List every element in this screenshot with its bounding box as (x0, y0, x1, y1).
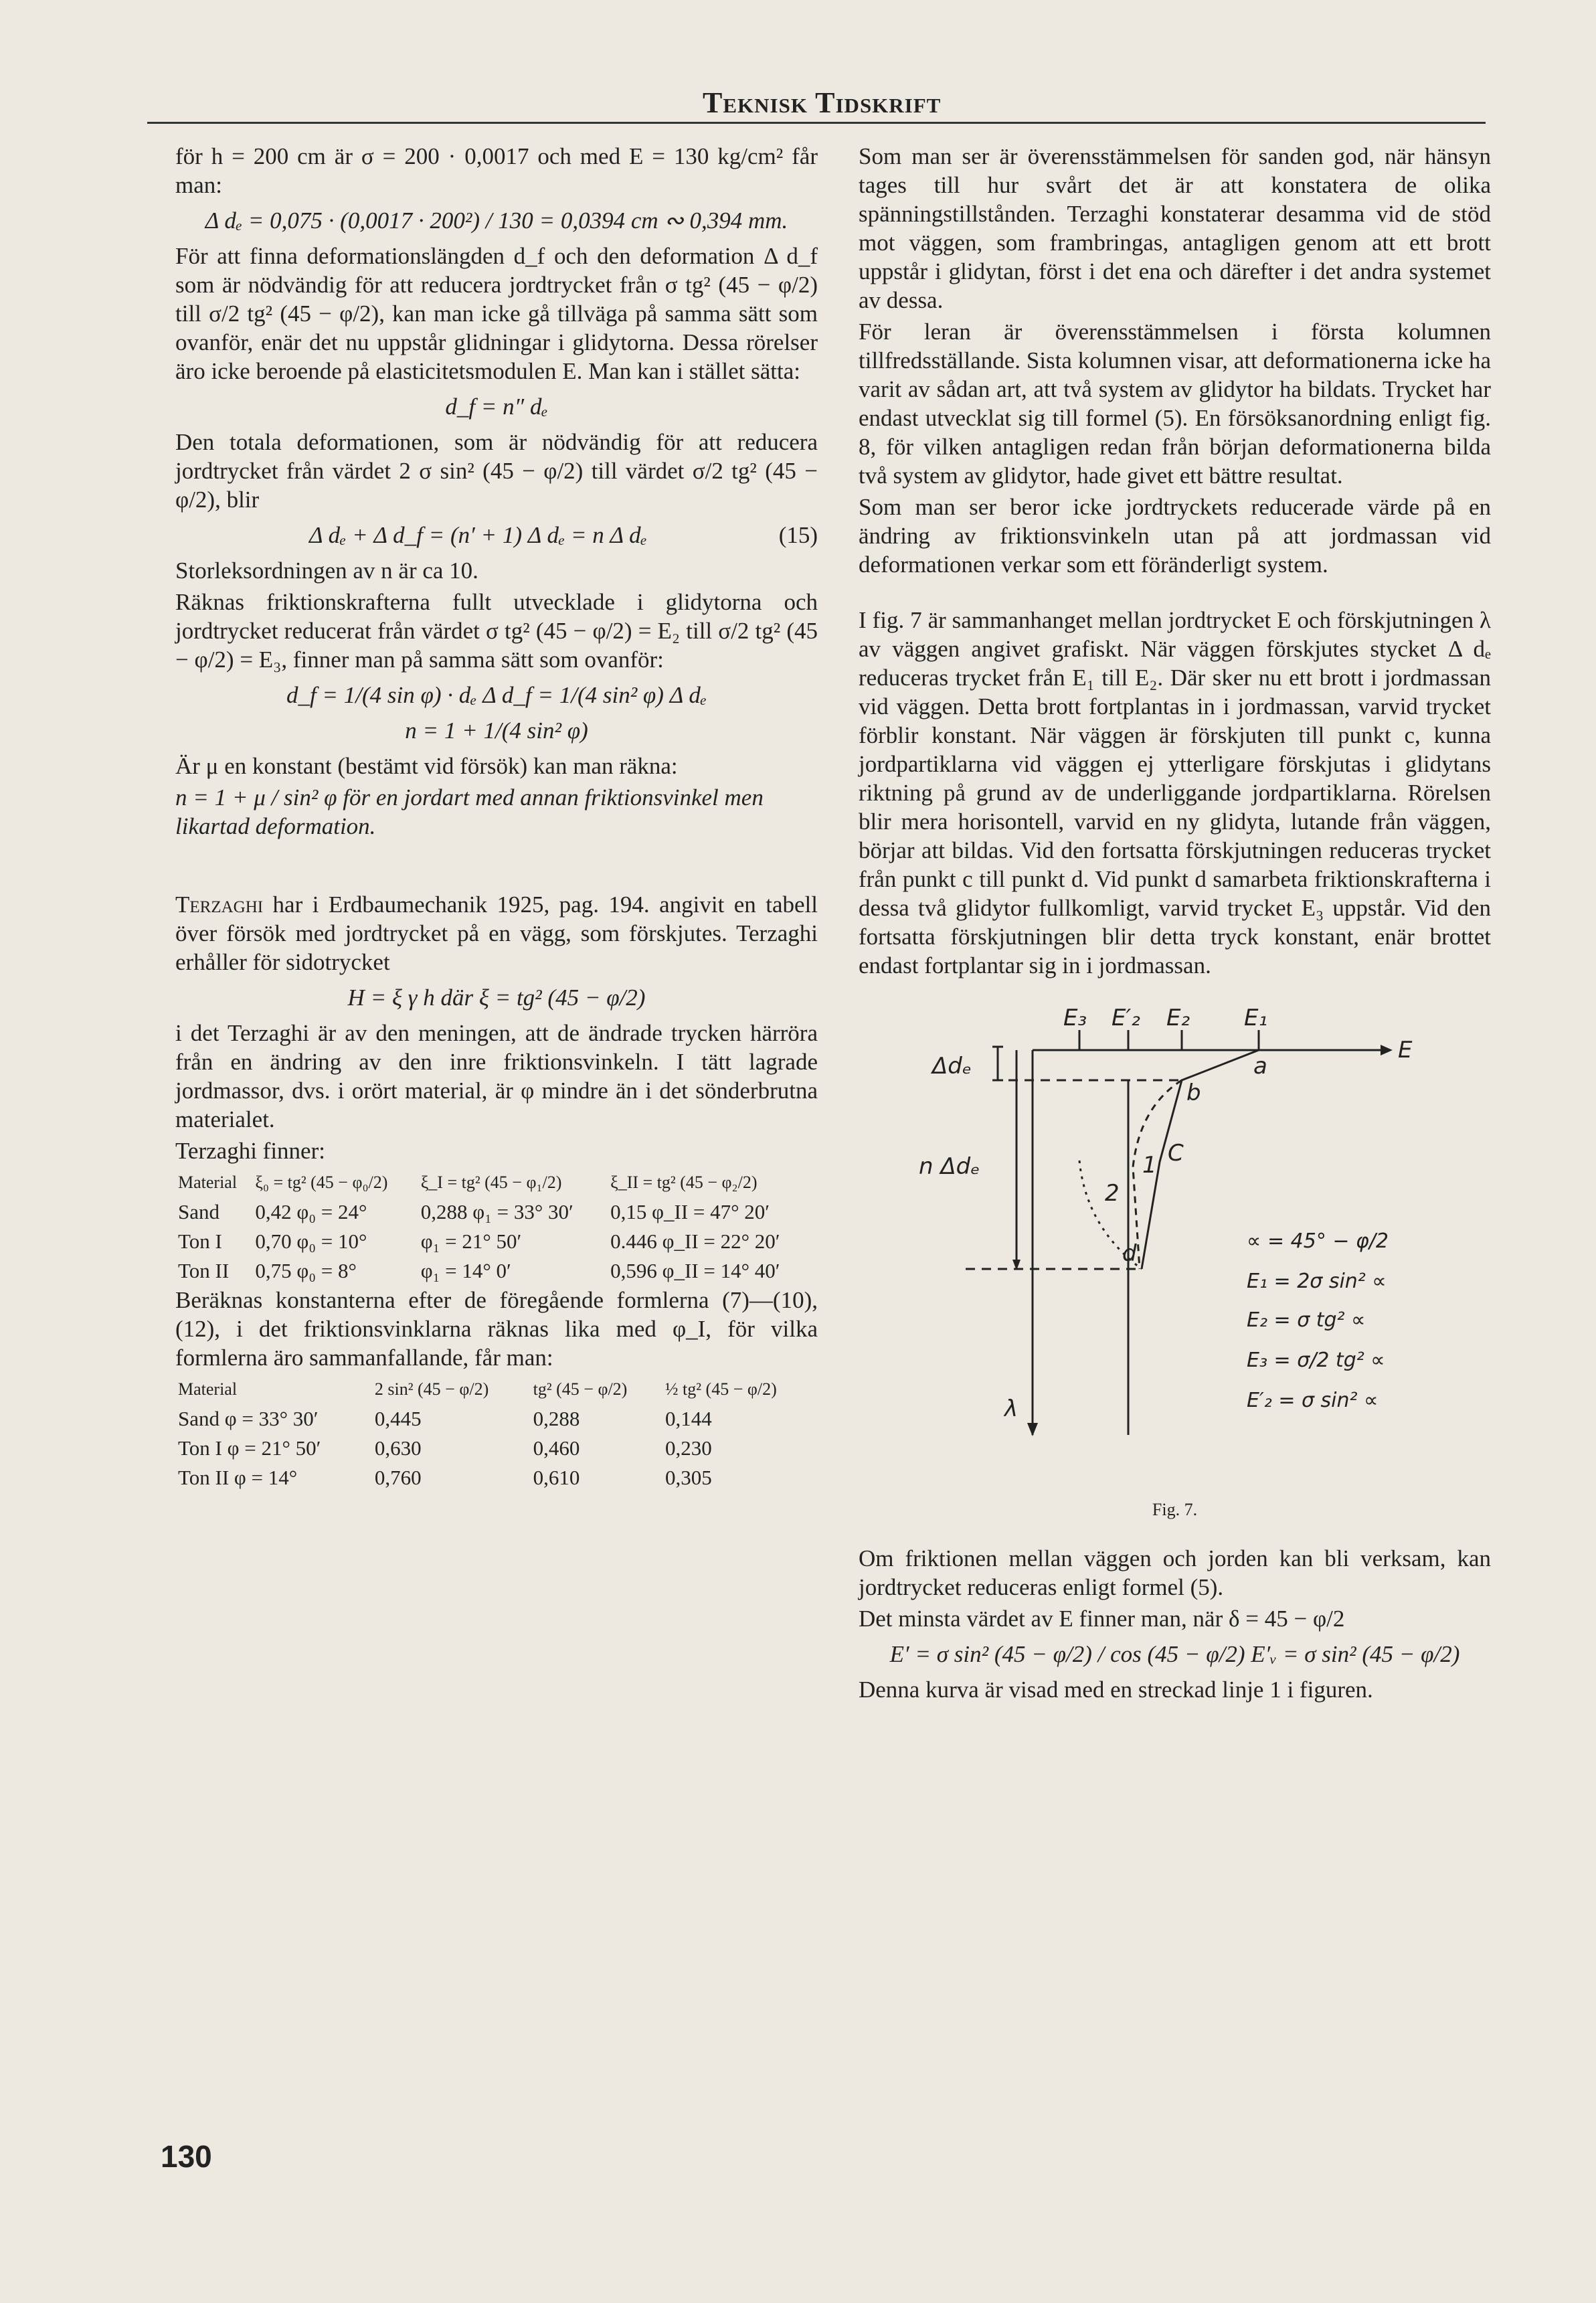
author-name: Terzaghi (175, 891, 264, 918)
table-row (175, 1227, 818, 1256)
paragraph: I fig. 7 är sammanhanget mellan jordtrycket E och förskjutningen λ av väggen angivet grafiskt. När väggen förskjutes stycket Δ dₑ reduceras trycket från E₁ till E₂. Där sker nu ett brott i jordmassan vid väggen. Detta brott fortplantas in i jordmassan, varvid trycket förblir konstant. När väggen är förskjuten till punkt c, kunna jordpartiklarna vid väggen ej ytterligare förskjutas i glidytans riktning på grund av de underliggande jordpartiklarna. Rörelsen blir mera horisontell, varvid en ny glidyta, lutande från väggen, börjar att bildas. Vid den fortsatta förskjutningen reduceras trycket från punkt c till punkt d. Vid punkt d samarbeta friktionskrafterna i dessa två glidytor fullkomligt, varvid trycket E₃ uppstår. Vid den fortsatta förskjutningen blir detta tryck konstant, enär brottet endast fortplantar sig in i jordmassan. (859, 607, 1491, 978)
formula-alpha: ∝ = 45° − φ/2 (1247, 1229, 1389, 1253)
paragraph-text: har i Erdbaumechanik 1925, pag. 194. angivit en tabell över försök med jordtrycket på en vägg, som förskjutes. Terzaghi erhåller för sidotrycket (175, 891, 818, 975)
table-header: tg² (45 − φ/2) (533, 1379, 628, 1399)
paragraph: Är μ en konstant (bestämt vid försök) kan man räkna: (175, 753, 678, 779)
section-gap (859, 582, 1491, 606)
paragraph: Som man ser beror icke jordtryckets reducerade värde på en ändring av friktionsvinkeln utan på att jordmassan vid deformationen verkar som ett föränderligt system. (859, 494, 1491, 578)
paragraph: Terzaghi finner: (175, 1138, 325, 1164)
table-header-row (175, 1375, 818, 1404)
table-cell: Sand φ = 33° 30′ (178, 1407, 319, 1430)
paragraph: Om friktionen mellan väggen och jorden kan bli verksam, kan jordtrycket reduceras enligt formel (5). (859, 1545, 1491, 1600)
table-cell: Ton II (178, 1259, 230, 1282)
table-header: ξ_II = tg² (45 − φ₂/2) (610, 1173, 758, 1192)
label-d: d (1122, 1240, 1137, 1267)
page-number: 130 (161, 2139, 212, 2174)
paragraph: Beräknas konstanterna efter de föregående formlerna (7)—(10), (12), i det friktionsvinklarna räknas lika med φ_I, för vilka formlerna äro sammanfallande, får man: (175, 1287, 818, 1371)
paragraph: Det minsta värdet av E finner man, när δ = 45 − φ/2 (859, 1606, 1345, 1632)
paragraph: i det Terzaghi är av den meningen, att de ändrade trycken härröra från en ändring av den inre friktionsvinkeln. I tätt lagrade jordmassor, dvs. i orört material, är φ mindre än i det sönderbrutna materialet. (175, 1020, 818, 1132)
table-cell: Ton I φ = 21° 50′ (178, 1436, 321, 1460)
equation: d_f = n″ dₑ (445, 394, 548, 420)
table-cell: 0,760 (374, 1466, 422, 1489)
table-cell: 0,144 (665, 1407, 712, 1430)
table-cell: φ₁ = 21° 50′ (420, 1229, 522, 1253)
table-cell: 0,445 (374, 1407, 422, 1430)
label-e1: E₁ (1244, 1007, 1268, 1031)
equation: n = 1 + μ / sin² φ för en jordart med annan friktionsvinkel men likartad deformation. (175, 784, 764, 839)
table-row (175, 1434, 818, 1463)
table-cell: 0,70 φ₀ = 10° (255, 1229, 367, 1253)
label-c: C (1168, 1140, 1184, 1167)
e-axis-arrowhead (1381, 1045, 1393, 1055)
table-cell: Ton I (178, 1229, 222, 1253)
label-ndde: n Δdₑ (919, 1153, 980, 1180)
numbered-equation (175, 521, 818, 549)
table-cell: φ₁ = 14° 0′ (420, 1259, 511, 1282)
table-cell: Ton II φ = 14° (178, 1466, 298, 1489)
table-header: ½ tg² (45 − φ/2) (665, 1379, 777, 1399)
label-lambda: λ (1004, 1395, 1018, 1422)
table-cell: 0,610 (533, 1466, 580, 1489)
equation: E′ = σ sin² (45 − φ/2) / cos (45 − φ/2) E′ᵥ = σ sin² (45 − φ/2) (889, 1641, 1460, 1667)
terzaghi-table (175, 1168, 818, 1286)
formula-e2p: E′₂ = σ sin² ∝ (1247, 1389, 1379, 1412)
paragraph: Som man ser är överensstämmelsen för sanden god, när hänsyn tages till hur svårt det är att konstatera de olika spänningstillstånden. Terzaghi konstaterar desamma vid de stöd mot väggen, som frambringas, antagligen genom att ett brott uppstår i glidytan, först i det ena och därefter i det andra systemet av dessa. (859, 143, 1491, 313)
section-gap (175, 843, 818, 890)
journal-header: Teknisk Tidskrift (703, 86, 942, 119)
label-e2p: E′₂ (1112, 1007, 1140, 1031)
table-cell: 0,630 (374, 1436, 422, 1460)
table-cell: 0,42 φ₀ = 24° (255, 1200, 367, 1223)
table-header: Material (178, 1173, 238, 1192)
equation-number: (15) (778, 522, 818, 548)
table-row (175, 1256, 818, 1286)
table-cell: 0,596 φ_II = 14° 40′ (610, 1259, 780, 1282)
label-a: a (1253, 1053, 1267, 1080)
table-cell: 0,288 φ₁ = 33° 30′ (420, 1200, 573, 1223)
table-header: ξ_I = tg² (45 − φ₁/2) (420, 1173, 562, 1192)
table-cell: 0,230 (665, 1436, 712, 1460)
paragraph: för h = 200 cm är σ = 200 · 0,0017 och med E = 130 kg/cm² får man: (175, 143, 818, 198)
lambda-axis-arrowhead (1027, 1423, 1038, 1436)
equation: n = 1 + 1/(4 sin² φ) (405, 717, 588, 744)
paragraph: För att finna deformationslängden d_f och den deformation Δ d_f som är nödvändig för att reducera jordtrycket från σ tg² (45 − φ/2) till σ/2 tg² (45 − φ/2), kan man icke gå tillväga på samma sätt som ovanför, enär det nu uppstår glidningar i glidytorna. Dessa rörelser äro icke beroende på elasticitetsmodulen E. Man kan i stället sätta: (175, 243, 818, 384)
table-header-row (175, 1168, 818, 1197)
formula-e1: E₁ = 2σ sin² ∝ (1247, 1270, 1387, 1293)
table-header: Material (178, 1379, 238, 1399)
label-e2: E₂ (1166, 1007, 1190, 1031)
equation: Δ dₑ = 0,075 · (0,0017 · 200²) / 130 = 0,0394 cm ∾ 0,394 mm. (205, 207, 788, 234)
paragraph: Den totala deformationen, som är nödvändig för att reducera jordtrycket från värdet 2 σ sin² (45 − φ/2) till värdet σ/2 tg² (45 − φ/2), blir (175, 429, 818, 513)
figure-caption: Fig. 7. (1152, 1500, 1198, 1519)
table-cell: 0,75 φ₀ = 8° (255, 1259, 357, 1282)
table-row (175, 1463, 818, 1492)
paragraph: Storleksordningen av n är ca 10. (175, 558, 478, 584)
label-2: 2 (1105, 1180, 1120, 1207)
table-row (175, 1404, 818, 1434)
label-1: 1 (1142, 1152, 1157, 1179)
table-cell: 0,15 φ_II = 47° 20′ (610, 1200, 770, 1223)
table-header: ξ₀ = tg² (45 − φ₀/2) (255, 1173, 388, 1192)
paragraph (175, 890, 818, 976)
table-cell: 0.446 φ_II = 22° 20′ (610, 1229, 780, 1253)
header-rule (147, 122, 1486, 124)
table-header: 2 sin² (45 − φ/2) (374, 1379, 489, 1399)
label-e: E (1398, 1037, 1413, 1063)
table-cell: 0,288 (533, 1407, 580, 1430)
equation: H = ξ γ h där ξ = tg² (45 − φ/2) (347, 985, 646, 1011)
table-cell: 0,305 (665, 1466, 712, 1489)
right-column (859, 142, 1491, 1707)
left-column (175, 142, 818, 1492)
equation: d_f = 1/(4 sin φ) · dₑ Δ d_f = 1/(4 sin² φ) Δ dₑ (286, 682, 707, 708)
table-row (175, 1197, 818, 1227)
formula-e3: E₃ = σ/2 tg² ∝ (1247, 1349, 1385, 1372)
table-cell: Sand (178, 1200, 219, 1223)
label-dde: Δdₑ (932, 1053, 972, 1080)
paragraph: För leran är överensstämmelsen i första kolumnen tillfredsställande. Sista kolumnen visar, att deformationerna icke ha varit av sådan art, att två system av glidytor ha bildats. Trycket har endast utvecklat sig till formel (5). En försöksanordning enligt fig. 8, för vilken antagligen redan från början deformationerna bilda två system av glidytor, hade givet ett bättre resultat. (859, 319, 1491, 489)
constants-table (175, 1375, 818, 1492)
paragraph: Räknas friktionskrafterna fullt utvecklade i glidytorna och jordtrycket reducerat från värdet σ tg² (45 − φ/2) = E₂ till σ/2 tg² (45 − φ/2) = E₃, finner man på samma sätt som ovanför: (175, 589, 818, 673)
formula-e2: E₂ = σ tg² ∝ (1247, 1308, 1366, 1332)
equation-body: Δ dₑ + Δ d_f = (n′ + 1) Δ dₑ = n Δ dₑ (309, 522, 647, 548)
paragraph: Denna kurva är visad med en streckad linje 1 i figuren. (859, 1677, 1373, 1703)
table-cell: 0,460 (533, 1436, 580, 1460)
label-e3: E₃ (1063, 1007, 1087, 1031)
figure-7 (859, 1007, 1491, 1488)
figure-7-diagram (859, 1007, 1491, 1488)
label-b: b (1186, 1080, 1201, 1106)
